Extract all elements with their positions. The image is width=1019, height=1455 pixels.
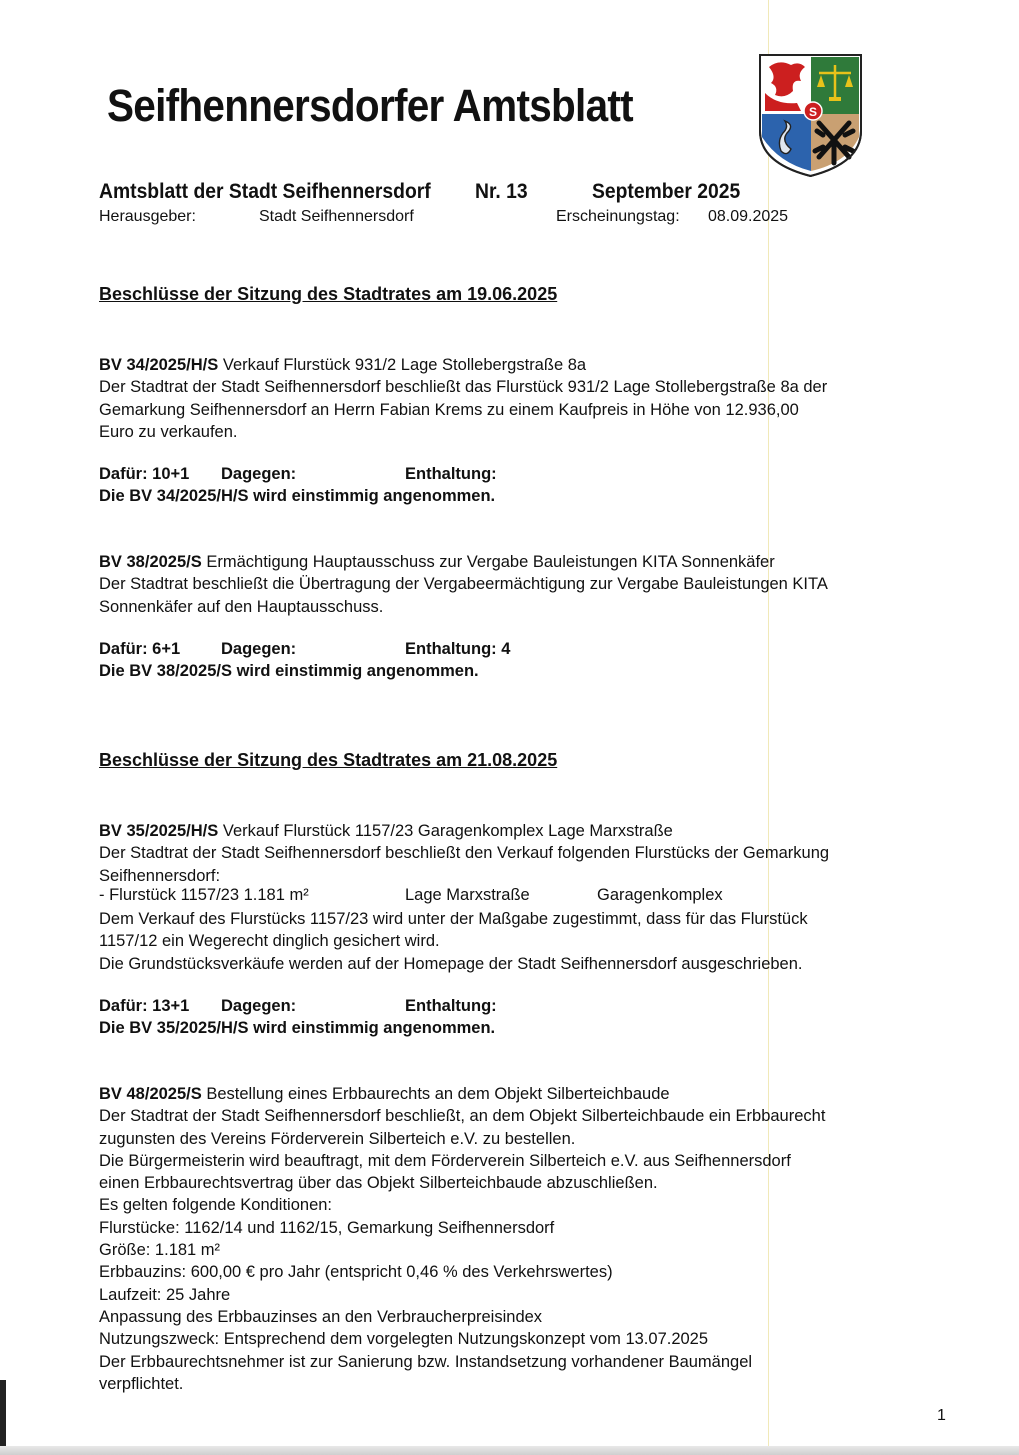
vote-abstain: Enthaltung: 4 [405, 640, 511, 658]
issue-number: Nr. 13 [475, 180, 528, 203]
resolution-id: BV 38/2025/S [99, 553, 202, 571]
parcel-type: Garagenkomplex [597, 886, 723, 904]
resolution-text: Flurstücke: 1162/14 und 1162/15, Gemarkung Seifhennersdorf [99, 1218, 555, 1237]
resolution-text: 1157/12 ein Wegerecht dinglich gesichert wird. [99, 932, 440, 951]
vote-abstain: Enthaltung: [405, 997, 497, 1015]
parcel-label: - Flurstück 1157/23 1.181 m² [99, 886, 309, 904]
vote-abstain: Enthaltung: [405, 465, 497, 483]
resolution-text: Dem Verkauf des Flurstücks 1157/23 wird unter der Maßgabe zugestimmt, dass für das Flurstück [99, 910, 808, 928]
resolution-text: Die Grundstücksverkäufe werden auf der Homepage der Stadt Seifhennersdorf ausgeschrieben. [99, 954, 803, 973]
crest-letter: S [808, 105, 818, 119]
vote-for: Dafür: 13+1 [99, 997, 190, 1015]
resolution-text: Gemarkung Seifhennersdorf an Herrn Fabian Krems zu einem Kaufpreis in Höhe von 12.936,00 [99, 400, 799, 419]
resolution-heading: Verkauf Flurstück 931/2 Lage Stollebergstraße 8a [222, 356, 587, 374]
issue-month: September 2025 [592, 180, 741, 203]
resolution-text: Der Stadtrat beschließt die Übertragung der Vergabeermächtigung zur Vergabe Bauleistungen KITA [99, 575, 828, 594]
vote-for: Dafür: 6+1 [99, 640, 181, 658]
publisher-label: Herausgeber: [99, 208, 196, 225]
resolution-text: Erbbauzins: 600,00 € pro Jahr (entspricht 0,46 % des Verkehrswertes) [99, 1263, 613, 1282]
resolution-text: Der Stadtrat der Stadt Seifhennersdorf beschließt den Verkauf folgenden Flurstücks der Gemarkung [99, 844, 830, 863]
resolution-block [99, 820, 969, 887]
resolution-text-continued [99, 908, 969, 975]
vote-against: Dagegen: [221, 640, 297, 658]
resolution-text: Die Bürgermeisterin wird beauftragt, mit dem Förderverein Silberteich e.V. aus Seifhennersdorf [99, 1151, 791, 1170]
resolution-text: Größe: 1.181 m² [99, 1241, 221, 1260]
resolution-block [99, 1083, 969, 1395]
scan-left-edge [0, 1380, 6, 1446]
scan-bottom-edge [0, 1446, 1019, 1455]
vote-result: Die BV 34/2025/H/S wird einstimmig angenommen. [99, 487, 496, 505]
resolution-id: BV 48/2025/S [99, 1085, 202, 1103]
resolution-text: Sonnenkäfer auf den Hauptausschuss. [99, 597, 384, 616]
resolution-text: Seifhennersdorf: [99, 866, 221, 885]
resolution-heading: Verkauf Flurstück 1157/23 Garagenkomplex Lage Marxstraße [222, 822, 673, 840]
resolution-text: Der Stadtrat der Stadt Seifhennersdorf beschließt das Flurstück 931/2 Lage Stollebergstraße 8a der [99, 378, 828, 397]
vote-for: Dafür: 10+1 [99, 465, 190, 483]
resolution-text: Laufzeit: 25 Jahre [99, 1285, 231, 1304]
resolution-text: Es gelten folgende Konditionen: [99, 1196, 333, 1215]
vote-against: Dagegen: [221, 465, 297, 483]
parcel-location: Lage Marxstraße [405, 886, 530, 904]
resolution-text: Der Erbbaurechtsnehmer ist zur Sanierung bzw. Instandsetzung vorhandener Baumängel [99, 1352, 753, 1371]
resolution-heading: Bestellung eines Erbbaurechts an dem Objekt Silberteichbaude [206, 1085, 670, 1103]
section-heading: Beschlüsse der Sitzung des Stadtrates am 21.08.2025 [99, 750, 558, 770]
resolution-text: einen Erbbaurechtsvertrag über das Objekt Silberteichbaude abzuschließen. [99, 1174, 658, 1193]
gazette-subtitle: Amtsblatt der Stadt Seifhennersdorf [99, 180, 431, 203]
masthead-title: Seifhennersdorfer Amtsblatt [107, 80, 633, 131]
resolution-block [99, 354, 969, 443]
resolution-text: Anpassung des Erbbauzinses an den Verbraucherpreisindex [99, 1307, 543, 1326]
vote-result: Die BV 38/2025/S wird einstimmig angenommen. [99, 662, 479, 680]
resolution-text: verpflichtet. [99, 1374, 184, 1393]
section-heading: Beschlüsse der Sitzung des Stadtrates am 19.06.2025 [99, 284, 558, 304]
resolution-heading: Ermächtigung Hauptausschuss zur Vergabe Bauleistungen KITA Sonnenkäfer [206, 553, 775, 571]
vote-against: Dagegen: [221, 997, 297, 1015]
publication-date: 08.09.2025 [708, 208, 789, 225]
publisher-name: Stadt Seifhennersdorf [259, 208, 414, 225]
resolution-id: BV 34/2025/H/S [99, 356, 219, 374]
publication-date-label: Erscheinungstag: [556, 208, 680, 225]
resolution-text: Nutzungszweck: Entsprechend dem vorgelegten Nutzungskonzept vom 13.07.2025 [99, 1330, 709, 1349]
page-number: 1 [937, 1407, 946, 1424]
town-crest-icon [757, 53, 864, 178]
resolution-text: Der Stadtrat der Stadt Seifhennersdorf beschließt, an dem Objekt Silberteichbaude ein Erbbaurecht [99, 1107, 826, 1126]
resolution-id: BV 35/2025/H/S [99, 822, 219, 840]
resolution-text: Euro zu verkaufen. [99, 422, 238, 441]
vote-result: Die BV 35/2025/H/S wird einstimmig angenommen. [99, 1019, 496, 1037]
resolution-text: zugunsten des Vereins Förderverein Silberteich e.V. zu bestellen. [99, 1129, 576, 1148]
resolution-block [99, 551, 969, 618]
